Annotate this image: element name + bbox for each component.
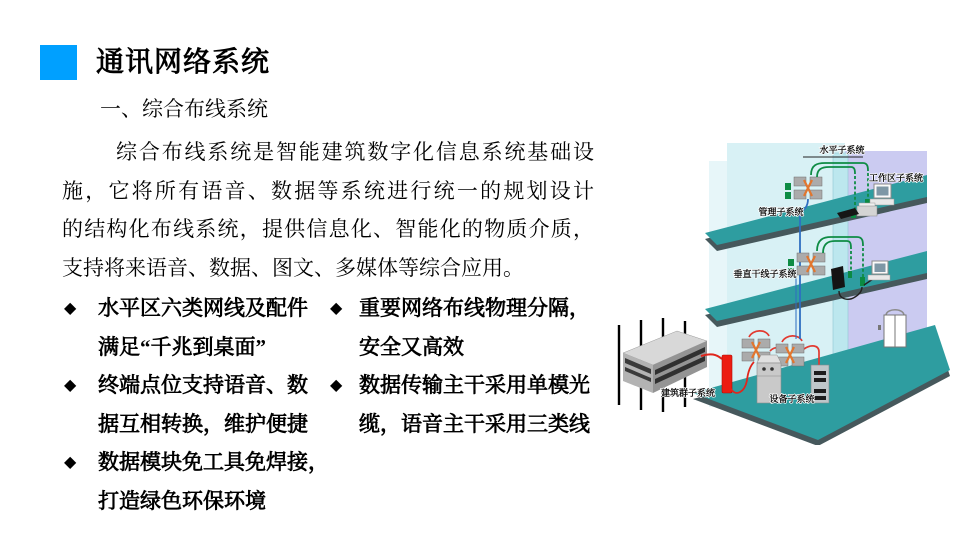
diamond-bullet-icon: ◆ (330, 375, 343, 394)
bullet-line: 数据模块免工具免焊接， (98, 450, 329, 474)
label-work-area-subsystem: 工作区子系统 (868, 173, 924, 183)
bullet-line: 安全又高效 (359, 334, 464, 359)
body-paragraph (62, 133, 594, 287)
paragraph-line: 施，它将所有语音、数据等系统进行统一的规划设计 (62, 178, 594, 203)
bullet-list-left (64, 289, 329, 520)
bullet-item (330, 289, 590, 366)
paragraph-line: 综合布线系统是智能建筑数字化信息系统基础设 (116, 140, 594, 164)
bullet-line: 终端点位支持语音、数 (98, 373, 308, 397)
diamond-bullet-icon: ◆ (64, 452, 77, 471)
bullet-line: 缆，语音主干采用三类线 (359, 411, 590, 436)
bullet-line: 满足“千兆到桌面” (98, 334, 266, 359)
label-equipment-subsystem: 设备子系统 (769, 394, 815, 404)
label-campus-subsystem: 建筑群子系统 (660, 388, 716, 398)
bullet-text (98, 443, 329, 520)
bullet-item (64, 366, 329, 443)
slide-title: 通讯网络系统 (96, 46, 271, 77)
diamond-bullet-icon: ◆ (330, 298, 343, 317)
bullet-line: 重要网络布线物理分隔， (359, 296, 590, 320)
label-management-subsystem: 管理子系统 (758, 207, 804, 217)
label-horizontal-subsystem: 水平子系统 (819, 145, 865, 155)
bullet-line: 打造绿色环保环境 (98, 488, 266, 513)
bullet-item (64, 289, 329, 366)
bullet-item (64, 443, 329, 520)
accent-square (40, 45, 77, 80)
bullet-text (98, 289, 308, 366)
label-vertical-backbone-subsystem: 垂直干线子系统 (733, 269, 797, 279)
bullet-line: 水平区六类网线及配件 (98, 296, 308, 320)
bullet-text (359, 289, 590, 366)
paragraph-line: 的结构化布线系统，提供信息化、智能化的物质介质， (62, 217, 594, 241)
bullet-text (359, 366, 590, 443)
diamond-bullet-icon: ◆ (64, 375, 77, 394)
bullet-list-right (330, 289, 590, 443)
bullet-line: 数据传输主干采用单模光 (359, 373, 590, 397)
diamond-bullet-icon: ◆ (64, 298, 77, 317)
bullet-line: 据互相转换，维护便捷 (98, 411, 308, 436)
bullet-text (98, 366, 308, 443)
section-heading: 一、综合布线系统 (100, 97, 268, 121)
paragraph-line: 支持将来语音、数据、图文、多媒体等综合应用。 (62, 255, 524, 280)
bullet-item (330, 366, 590, 443)
structured-cabling-diagram (605, 125, 955, 445)
